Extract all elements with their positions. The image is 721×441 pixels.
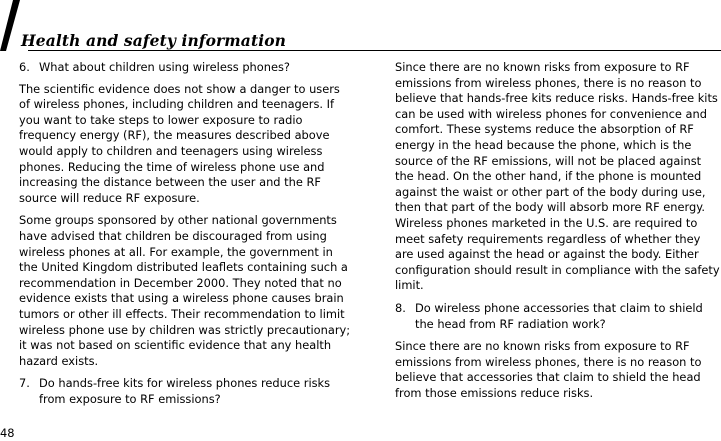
question-6	[19, 60, 352, 76]
header-divider	[28, 50, 721, 51]
answer-paragraph: Some groups sponsored by other national governments have advised that children be discouraged from using wireless phones at all. For example, the government in the United Kingdom distributed leaflets containing such a recommendation in December 2000. They noted that no evidence exists that using a wireless phone causes brain tumors or other ill effects. Their recommendation to limit wireless phone use by children was strictly precautionary; it was not based on scientific evidence that any health hazard exists.	[19, 213, 351, 368]
question-7	[19, 376, 352, 407]
question-text: Do wireless phone accessories that claim to shield the head from RF radiation work?	[415, 300, 703, 331]
answer-paragraph: The scientific evidence does not show a danger to users of wireless phones, including children and teenagers. If you want to take steps to lower exposure to radio frequency energy (RF), the measures described above would apply to children and teenagers using wireless phones. Reducing the time of wireless phone use and increasing the distance between the user and the RF source will reduce RF exposure.	[19, 81, 340, 205]
page-title: Health and safety information	[21, 31, 286, 50]
question-number: 7.	[19, 376, 30, 391]
question-text: What about children using wireless phones?	[39, 60, 290, 74]
page-number: 48	[0, 426, 15, 440]
left-column	[19, 60, 352, 414]
header-tab-icon	[0, 0, 20, 51]
answer-paragraph: Since there are no known risks from exposure to RF emissions from wireless phones, there is no reason to believe that hands-free kits reduce risks. Hands-free kits can be used with wireless phones for convenience and comfort. These systems reduce the absorption of RF energy in the head because the phone, which is the source of the RF emissions, will not be placed against the head. On the other hand, if the phone is mounted against the waist or other part of the body during use, then that part of the body will absorb more RF energy. Wireless phones marketed in the U.S. are required to meet safety requirements regardless of whether they are used against the head or against the body. Either configuration should result in compliance with the safety limit.	[395, 60, 720, 293]
question-number: 8.	[395, 300, 406, 315]
answer-paragraph: Since there are no known risks from exposure to RF emissions from wireless phones, there is no reason to believe that accessories that claim to shield the head from those emissions reduce risks.	[395, 339, 702, 400]
question-number: 6.	[19, 60, 30, 74]
question-text: Do hands-free kits for wireless phones reduce risks from exposure to RF emissions?	[39, 376, 331, 406]
right-column	[395, 60, 720, 408]
question-8	[395, 301, 720, 332]
page-header	[0, 0, 721, 51]
